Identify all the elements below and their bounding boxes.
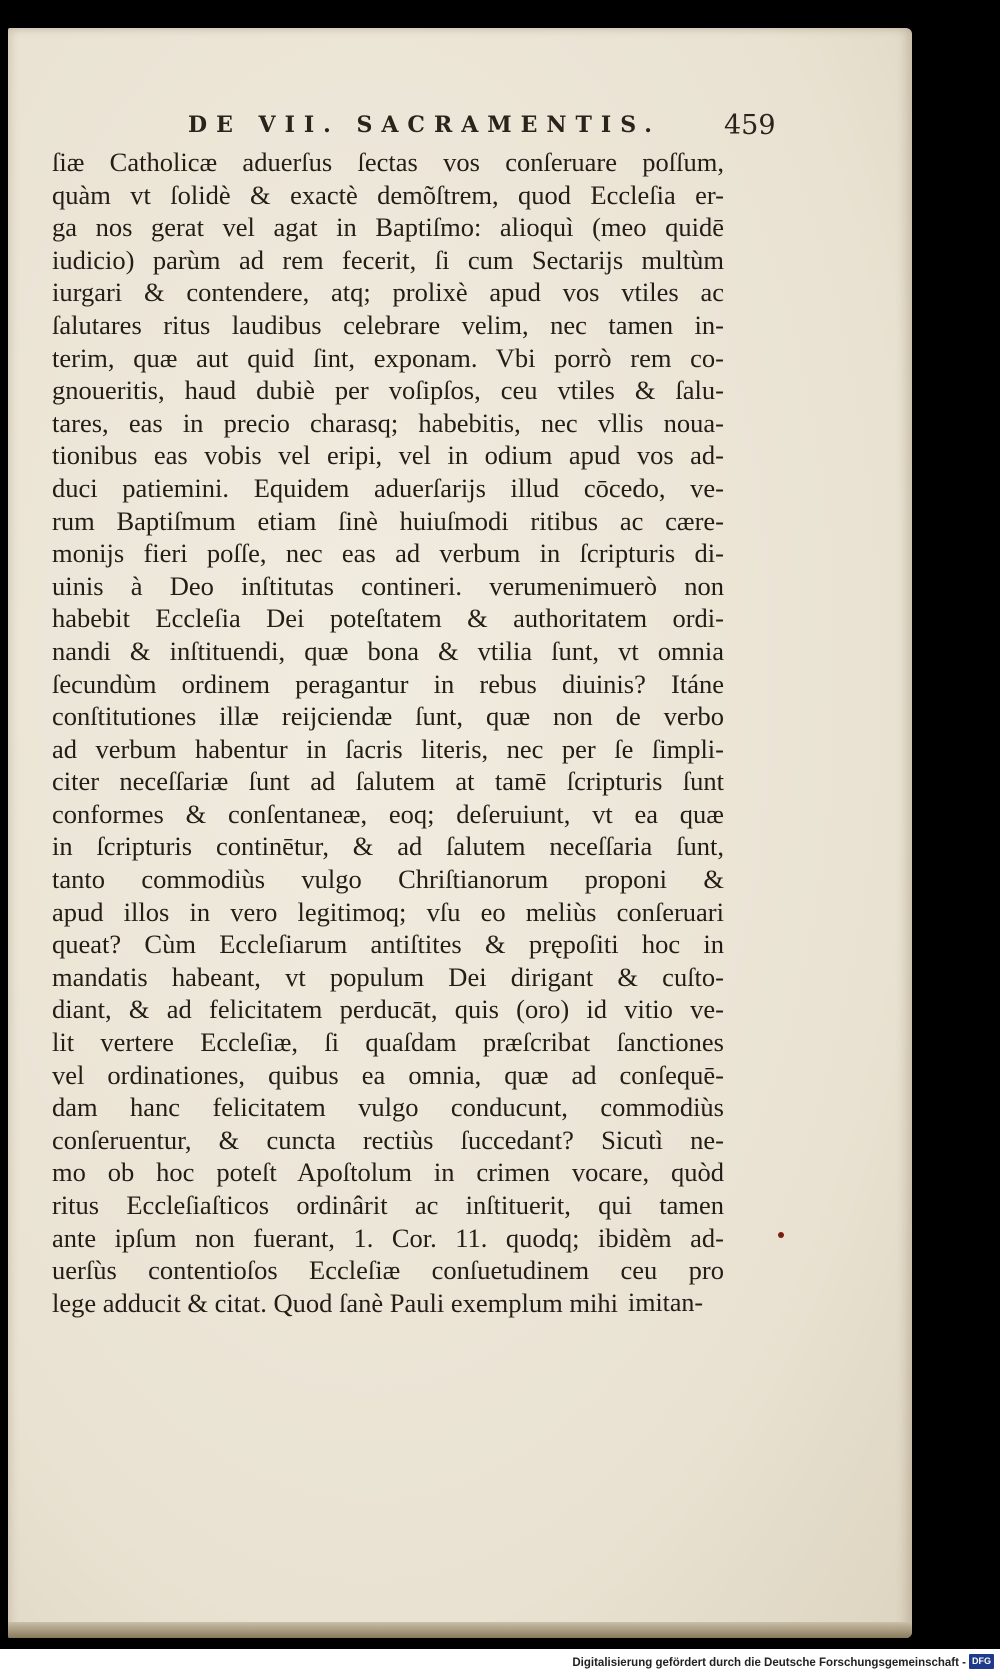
- text-line: lege adducit & citat. Quod ſanè Pauli exemplum mihi: [52, 1287, 618, 1318]
- dfg-logo: DFG: [969, 1654, 994, 1669]
- text-line: iudicio) parùm ad rem fecerit, ſi cum Sectarijs multùm: [52, 244, 724, 275]
- text-line: ſecundùm ordinem peragantur in rebus diuinis? Itáne: [52, 668, 724, 699]
- text-line: conformes & conſentaneæ, eoq; deſeruiunt, vt ea quæ: [52, 798, 724, 829]
- text-line: mo ob hoc poteſt Apoſtolum in crimen vocare, quòd: [52, 1157, 724, 1188]
- text-line: dam hanc felicitatem vulgo conducunt, commodiùs: [52, 1092, 724, 1123]
- book-page: [8, 28, 912, 1638]
- text-line: ante ipſum non fuerant, 1. Cor. 11. quodq; ibidèm ad-: [52, 1222, 724, 1253]
- text-line: in ſcripturis continētur, & ad ſalutem neceſſaria ſunt,: [52, 831, 724, 862]
- text-line: vel ordinationes, quibus ea omnia, quæ ad conſequē-: [52, 1059, 724, 1090]
- catchword: imitan-: [628, 1288, 704, 1317]
- text-line: tionibus eas vobis vel eripi, vel in odium apud vos ad-: [52, 440, 724, 471]
- text-line: ſiæ Catholicæ aduerſus ſectas vos conſeruare poſſum,: [52, 147, 724, 177]
- text-line: ad verbum habentur in ſacris literis, nec per ſe ſimpli-: [52, 733, 724, 764]
- text-line: ſalutares ritus laudibus celebrare velim, nec tamen in-: [52, 309, 724, 340]
- text-line: ritus Eccleſiaſticos ordinârit ac inſtituerit, qui tamen: [52, 1190, 724, 1220]
- text-line: uinis à Deo inſtitutas contineri. verumenimuerò non: [52, 570, 724, 601]
- text-line: conſtitutiones illæ reijciendæ ſunt, quæ non de verbo: [52, 701, 724, 732]
- running-head: DE VII. SACRAMENTIS.: [188, 112, 661, 138]
- text-line: terim, quæ aut quid ſint, exponam. Vbi porrò rem co-: [52, 342, 724, 373]
- text-line: uerſùs contentioſos Eccleſiæ conſuetudinem ceu pro: [52, 1255, 724, 1286]
- page-number: 459: [724, 110, 776, 141]
- text-line: duci patiemini. Equidem aduerſarijs illud cōcedo, ve-: [52, 472, 724, 503]
- text-line: quàm vt ſolidè & exactè demõſtrem, quod Eccleſia er-: [52, 179, 724, 210]
- text-line: conſeruentur, & cuncta rectiùs ſuccedant? Sicutì ne-: [52, 1124, 724, 1155]
- text-line: nandi & inſtituendi, quæ bona & vtilia ſunt, vt omnia: [52, 635, 724, 666]
- body-text: [52, 146, 724, 1319]
- text-line: citer neceſſariæ ſunt ad ſalutem at tamē ſcripturis ſunt: [52, 766, 724, 797]
- text-line: tares, eas in precio charasq; habebitis, nec vllis noua-: [52, 407, 724, 438]
- text-line: gnoueritis, haud dubiè per voſipſos, ceu vtiles & ſalu-: [52, 375, 724, 406]
- text-line: tanto commodiùs vulgo Chriſtianorum proponi &: [52, 864, 724, 895]
- text-line: iurgari & contendere, atq; prolixè apud vos vtiles ac: [52, 277, 724, 308]
- text-line: ga nos gerat vel agat in Baptiſmo: alioquì (meo quidē: [52, 212, 724, 243]
- text-line: mandatis habeant, vt populum Dei dirigant & cuſto-: [52, 961, 724, 992]
- ink-spot: [778, 1232, 784, 1238]
- text-line: rum Baptiſmum etiam ſinè huiuſmodi ritibus ac cære-: [52, 505, 724, 536]
- text-line: queat? Cùm Eccleſiarum antiſtites & prępoſiti hoc in: [52, 929, 724, 960]
- text-line: lit vertere Eccleſiæ, ſi quaſdam præſcribat ſanctiones: [52, 1027, 724, 1058]
- text-line: apud illos in vero legitimoq; vſu eo meliùs conſeruari: [52, 896, 724, 927]
- text-line: diant, & ad felicitatem perducāt, quis (oro) id vitio ve-: [52, 994, 724, 1025]
- text-line: habebit Eccleſia Dei poteſtatem & authoritatem ordi-: [52, 603, 724, 634]
- footer-bar: [0, 1649, 1000, 1673]
- text-line: monijs fieri poſſe, nec eas ad verbum in ſcripturis di-: [52, 538, 724, 569]
- funding-credit: Digitalisierung gefördert durch die Deutsche Forschungsgemeinschaft -: [572, 1657, 966, 1669]
